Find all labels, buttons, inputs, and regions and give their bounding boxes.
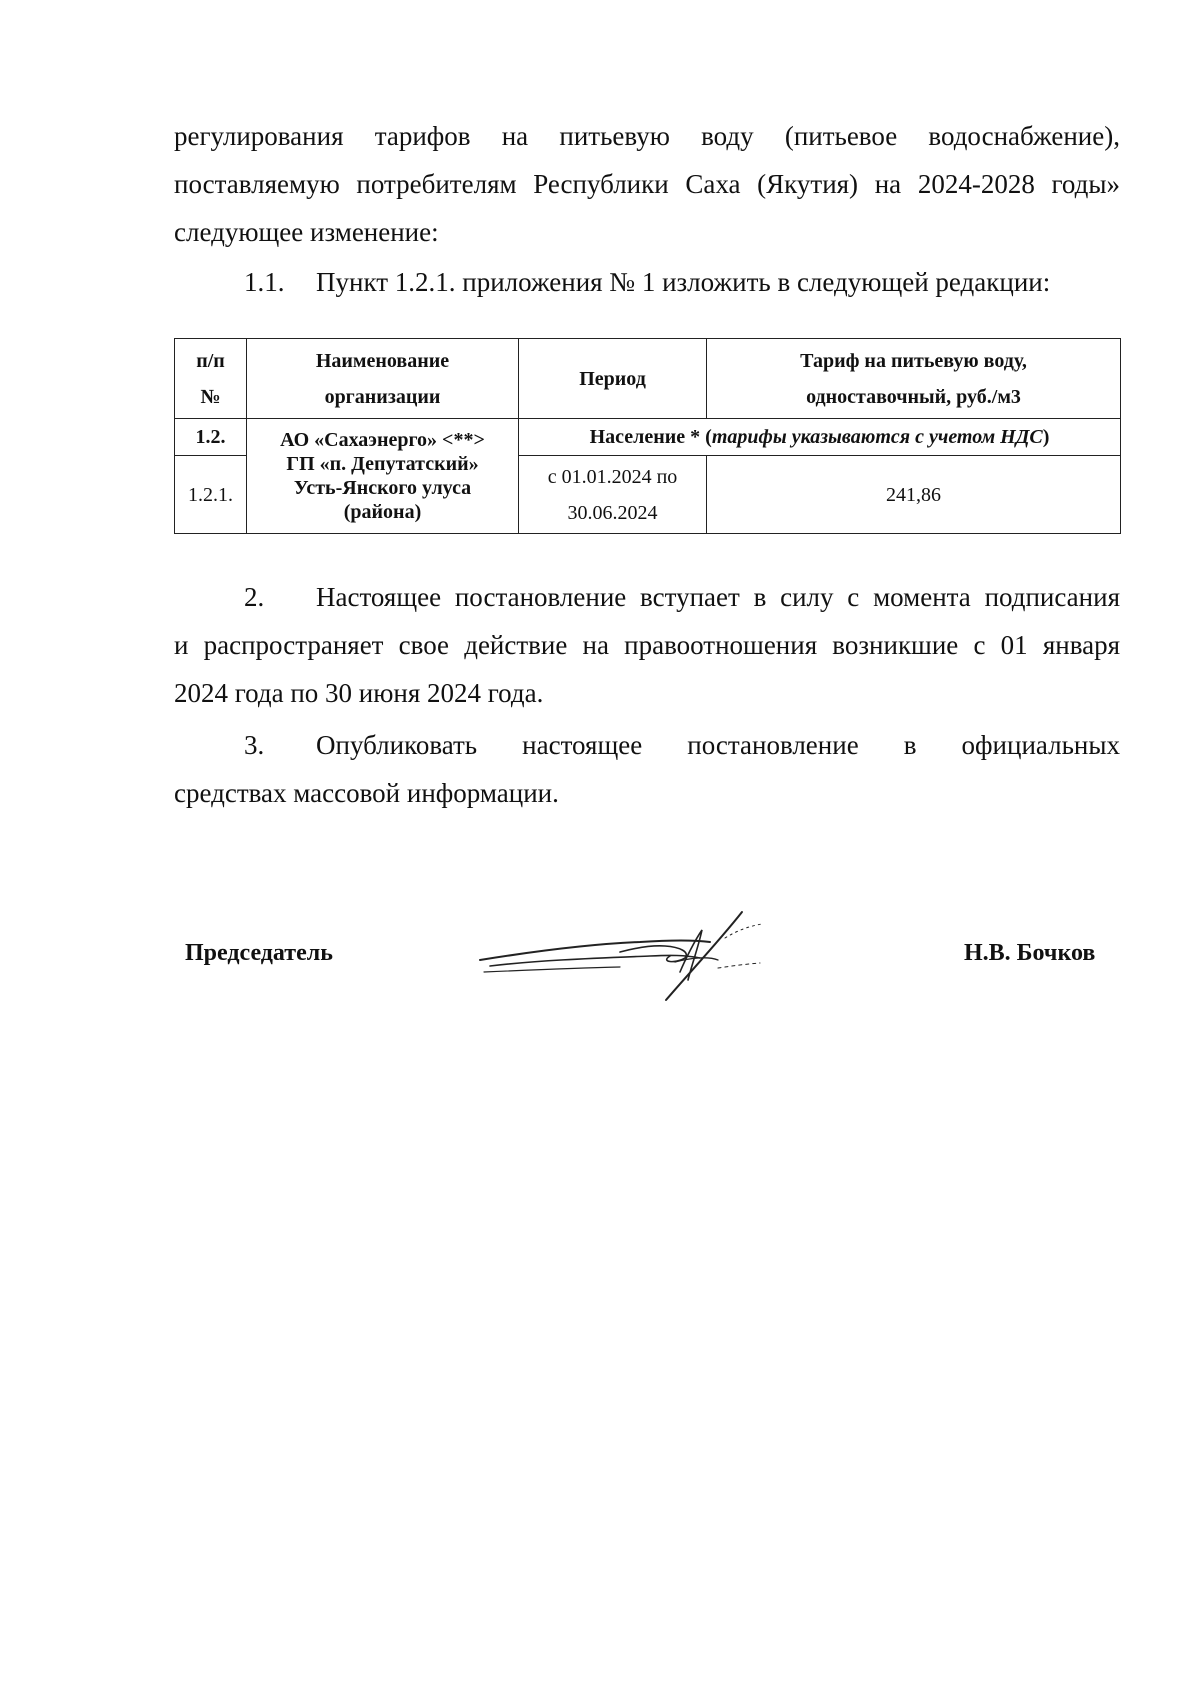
organization-line-4: (района) — [343, 501, 422, 523]
chairman-name: Н.В. Бочков — [964, 940, 1096, 966]
tariff-value: 241,86 — [707, 456, 1121, 534]
handwritten-signature — [470, 900, 780, 1010]
header-organization-line-2: организации — [324, 385, 441, 408]
item-1-1-text: Пункт 1.2.1. приложения № 1 изложить в следующей редакции: — [316, 267, 1051, 297]
header-tariff-line-1: Тариф на питьевую воду, — [800, 349, 1027, 372]
item-2-line-2: и распространяет свое действие на правоотношения возникшие с 01 января — [174, 630, 1120, 660]
tariff-table — [174, 338, 1121, 534]
item-2-line-3: 2024 года по 30 июня 2024 года. — [174, 678, 544, 708]
item-3-line-2: средствах массовой информации. — [174, 778, 559, 808]
item-3-line-1: Опубликовать настоящее постановление в официальных — [316, 730, 1120, 760]
period-line-1: с 01.01.2024 по — [547, 465, 678, 488]
header-organization-line-1: Наименование — [315, 349, 450, 372]
item-2-line-1: Настоящее постановление вступает в силу с момента подписания — [316, 582, 1120, 612]
group-number: 1.2. — [175, 419, 247, 456]
data-number: 1.2.1. — [175, 456, 247, 534]
population-suffix: ) — [1042, 426, 1050, 448]
header-tariff-line-2: одноставочный, руб./м3 — [806, 385, 1021, 408]
header-organization — [247, 339, 519, 419]
header-period: Период — [519, 339, 707, 419]
item-3-number: 3. — [244, 730, 265, 760]
header-number-line-2: № — [200, 385, 221, 408]
table-row-group — [175, 419, 1121, 456]
header-tariff — [707, 339, 1121, 419]
item-1-1-number: 1.1. — [244, 267, 285, 297]
period-line-2: 30.06.2024 — [567, 501, 658, 524]
population-vat-note: тарифы указываются с учетом НДС — [711, 426, 1043, 448]
chairman-title: Председатель — [185, 940, 333, 966]
item-1-1 — [244, 258, 1050, 306]
header-number — [175, 339, 247, 419]
intro-line-3: следующее изменение: — [174, 217, 439, 247]
table-header-row — [175, 339, 1121, 419]
item-2-number: 2. — [244, 582, 265, 612]
population-cell — [519, 419, 1121, 456]
header-number-line-1: п/п — [196, 349, 225, 372]
organization-cell — [247, 419, 519, 534]
organization-line-3: Усть-Янского улуса — [293, 477, 472, 499]
period-cell — [519, 456, 707, 534]
organization-line-1: АО «Сахаэнерго» <**> — [280, 429, 485, 451]
intro-line-2: поставляемую потребителям Республики Саха (Якутия) на 2024-2028 годы» — [174, 169, 1120, 199]
population-prefix: Население * ( — [589, 426, 712, 448]
organization-line-2: ГП «п. Депутатский» — [286, 453, 479, 475]
intro-line-1: регулирования тарифов на питьевую воду (питьевое водоснабжение), — [174, 121, 1120, 151]
